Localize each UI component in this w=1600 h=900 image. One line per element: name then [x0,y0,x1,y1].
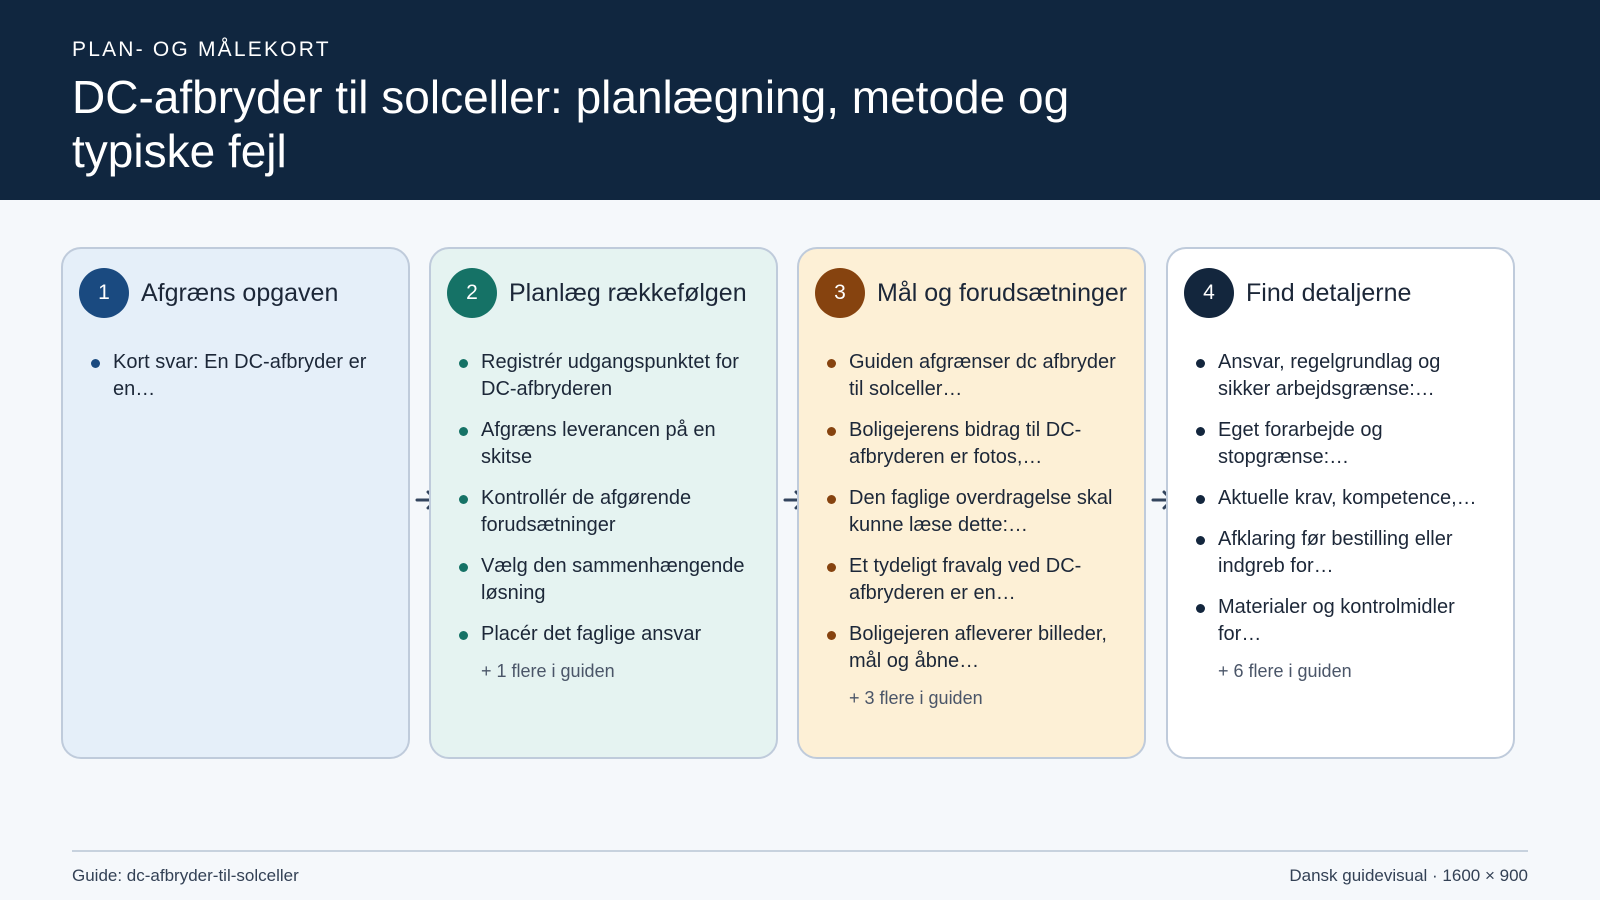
list-item: Materialer og kontrolmidler for… [1194,594,1495,648]
step-card-4 [1166,247,1515,759]
more-in-guide-note: + 6 flere i guiden [1218,661,1352,681]
kicker: PLAN- OG MÅLEKORT [72,38,331,61]
list-item: Kontrollér de afgørende forudsætninger [457,485,758,539]
list-item: Kort svar: En DC-afbryder er en… [89,349,390,403]
list-item: Den faglige overdragelse skal kunne læse dette:… [825,485,1126,539]
list-item: Placér det faglige ansvar [457,621,758,648]
step-card-header [1184,267,1495,319]
step-number-badge: 4 [1184,268,1234,318]
list-item: Registrér udgangspunktet for DC-afbryderen [457,349,758,403]
step-cards [61,247,1539,759]
step-bullet-list [447,349,758,648]
step-title: Mål og forudsætninger [877,278,1128,307]
step-card-3 [797,247,1146,759]
list-item: Aktuelle krav, kompetence,… [1194,485,1495,512]
list-item: Guiden afgrænser dc afbryder til solceller… [825,349,1126,403]
header-band [0,0,1600,200]
step-number-badge: 1 [79,268,129,318]
step-card-2 [429,247,778,759]
more-in-guide-note: + 1 flere i guiden [481,661,615,681]
footer-guide-slug: Guide: dc-afbryder-til-solceller [72,866,299,885]
step-card-1 [61,247,410,759]
step-card-header [447,267,758,319]
list-item: Afklaring før bestilling eller indgreb for… [1194,526,1495,580]
step-bullet-list [79,349,390,403]
list-item: Boligejerens bidrag til DC-afbryderen er fotos,… [825,417,1126,471]
list-item: Ansvar, regelgrundlag og sikker arbejdsgrænse:… [1194,349,1495,403]
more-in-guide-note: + 3 flere i guiden [849,688,983,708]
footer-caption: Dansk guidevisual · 1600 × 900 [1289,866,1528,885]
step-card-header [815,267,1126,319]
step-number-badge: 3 [815,268,865,318]
list-item: Boligejeren afleverer billeder, mål og åbne… [825,621,1126,675]
list-item: Eget forarbejde og stopgrænse:… [1194,417,1495,471]
step-card-header [79,267,390,319]
page-title: DC-afbryder til solceller: planlægning, metode og typiske fejl [72,71,1070,177]
step-title: Planlæg rækkefølgen [509,278,747,307]
list-item: Et tydeligt fravalg ved DC-afbryderen er en… [825,553,1126,607]
footer-divider [72,850,1528,852]
step-number-badge: 2 [447,268,497,318]
step-bullet-list [1184,349,1495,648]
list-item: Afgræns leverancen på en skitse [457,417,758,471]
list-item: Vælg den sammenhængende løsning [457,553,758,607]
step-title: Afgræns opgaven [141,278,339,307]
step-title: Find detaljerne [1246,278,1412,307]
step-bullet-list [815,349,1126,675]
